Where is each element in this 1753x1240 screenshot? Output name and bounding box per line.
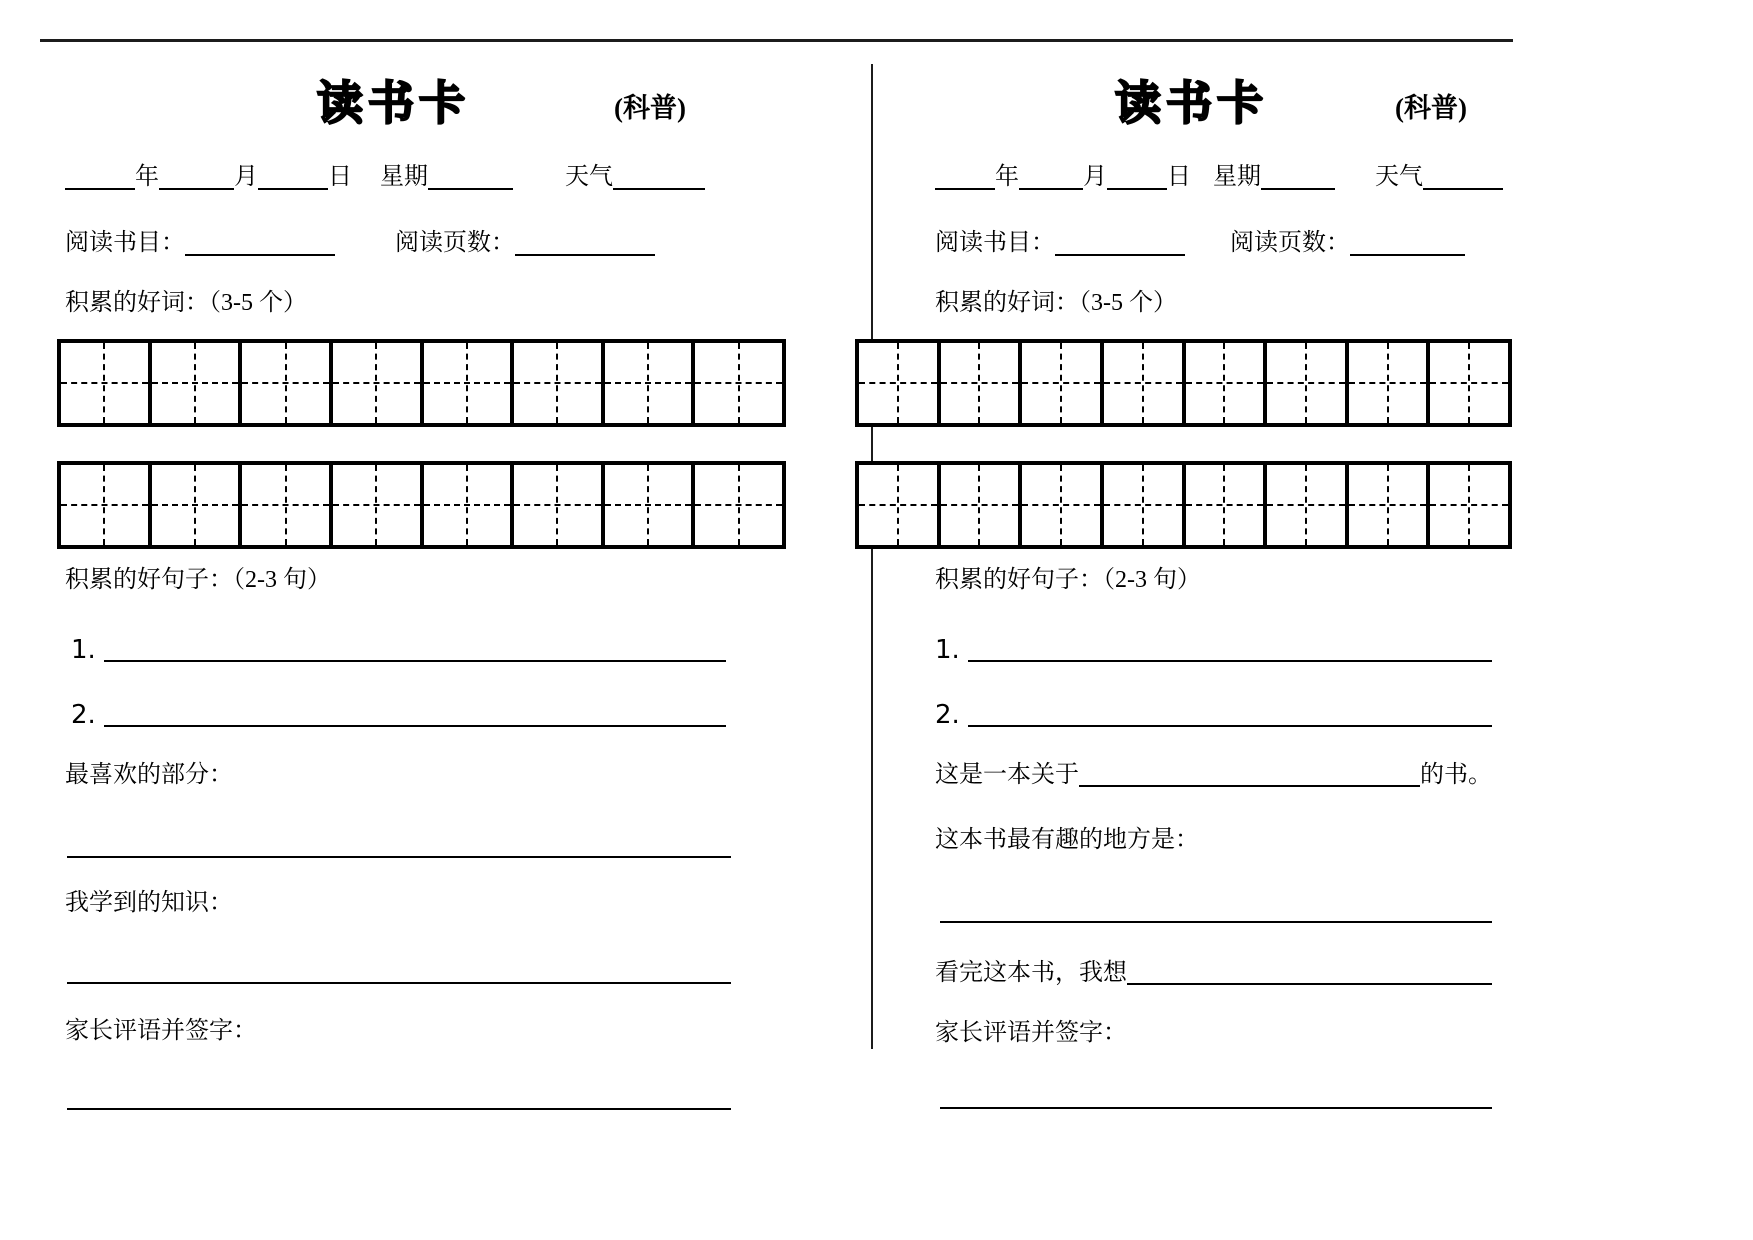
weekday-label: 星期	[1213, 164, 1261, 190]
character-grid-cell	[57, 461, 152, 549]
month-blank	[159, 158, 234, 190]
character-grid-cell	[510, 461, 605, 549]
character-grid-cell	[1018, 461, 1104, 549]
character-grid-cell	[1426, 461, 1512, 549]
year-blank	[935, 158, 995, 190]
about-book-line	[855, 758, 1512, 792]
character-grid-cell	[937, 461, 1023, 549]
weekday-blank	[428, 158, 513, 190]
card-header	[855, 76, 1512, 132]
character-grid-cell	[1263, 339, 1349, 427]
item-number: 1.	[935, 635, 960, 665]
book-title-blank	[185, 224, 335, 256]
item-number: 2.	[935, 700, 960, 730]
character-grid-cell	[601, 339, 696, 427]
character-grid-cell	[1182, 461, 1268, 549]
favorite-part-label: 最喜欢的部分：	[65, 762, 233, 788]
sentence-blank	[968, 658, 1492, 662]
month-label: 月	[1083, 164, 1107, 190]
sentence-blank	[104, 658, 726, 662]
sentence-blank	[968, 723, 1492, 727]
character-grid-cell	[1182, 339, 1268, 427]
character-grid-cell	[1100, 461, 1186, 549]
weather-blank	[613, 158, 705, 190]
month-label: 月	[234, 164, 258, 190]
character-grid-cell	[1345, 339, 1431, 427]
character-grid-cell	[1263, 461, 1349, 549]
character-grid-cell	[420, 461, 515, 549]
pages-label: 阅读页数：	[1230, 230, 1350, 256]
day-blank	[1107, 158, 1167, 190]
character-grid-cell	[1345, 461, 1431, 549]
character-grid-cell	[329, 461, 424, 549]
top-divider-line	[40, 39, 1513, 42]
card-header	[57, 76, 786, 132]
sentence-line-1	[855, 633, 1512, 667]
writing-line	[940, 1107, 1492, 1109]
character-grid-cell	[691, 461, 786, 549]
character-grid-cell	[855, 339, 941, 427]
reading-card-right	[855, 60, 1512, 1109]
character-grid-cell	[329, 339, 424, 427]
parent-comment-label: 家长评语并签字：	[65, 1018, 257, 1044]
day-label: 日	[1167, 164, 1191, 190]
wish-prefix: 看完这本书，我想	[935, 960, 1127, 986]
year-blank	[65, 158, 135, 190]
writing-line	[67, 1108, 731, 1110]
reading-card-left	[57, 60, 786, 1110]
learned-knowledge-label: 我学到的知识：	[65, 890, 233, 916]
pages-label: 阅读页数：	[395, 230, 515, 256]
sentence-line-1	[57, 633, 786, 667]
good-sentences-label: 积累的好句子：（2-3 句）	[65, 567, 331, 593]
card-title: 读书卡	[1115, 76, 1268, 130]
card-subtitle: (科普)	[1395, 93, 1467, 123]
item-number: 2.	[71, 700, 96, 730]
item-number: 1.	[71, 635, 96, 665]
character-grid-cell	[57, 339, 152, 427]
good-words-label: 积累的好词：（3-5 个）	[935, 290, 1177, 316]
year-label: 年	[135, 164, 159, 190]
pages-blank	[1350, 224, 1465, 256]
character-grid-cell	[420, 339, 515, 427]
character-grid-cell	[1426, 339, 1512, 427]
writing-line	[67, 982, 731, 984]
day-blank	[258, 158, 328, 190]
character-grid-cell	[855, 461, 941, 549]
character-grid-cell	[691, 339, 786, 427]
good-sentences-label: 积累的好句子：（2-3 句）	[935, 567, 1201, 593]
sentence-line-2	[855, 698, 1512, 732]
year-label: 年	[995, 164, 1019, 190]
sentence-line-2	[57, 698, 786, 732]
writing-line	[940, 921, 1492, 923]
pages-blank	[515, 224, 655, 256]
parent-comment-label: 家长评语并签字：	[935, 1020, 1127, 1046]
weather-blank	[1423, 158, 1503, 190]
character-grid-row-1	[57, 339, 786, 427]
character-grid-cell	[238, 339, 333, 427]
book-info-line	[855, 224, 1512, 260]
month-blank	[1019, 158, 1083, 190]
weather-label: 天气	[565, 164, 613, 190]
character-grid-cell	[937, 339, 1023, 427]
about-blank	[1079, 783, 1420, 787]
character-grid-cell	[238, 461, 333, 549]
card-subtitle: (科普)	[614, 93, 686, 123]
about-prefix: 这是一本关于	[935, 762, 1079, 788]
weather-label: 天气	[1375, 164, 1423, 190]
character-grid-cell	[148, 339, 243, 427]
character-grid-cell	[601, 461, 696, 549]
card-title: 读书卡	[317, 76, 470, 130]
weekday-blank	[1261, 158, 1335, 190]
after-reading-line	[855, 956, 1512, 990]
character-grid-row-2	[855, 461, 1512, 549]
character-grid-cell	[1100, 339, 1186, 427]
character-grid-cell	[510, 339, 605, 427]
character-grid-cell	[1018, 339, 1104, 427]
character-grid-cell	[148, 461, 243, 549]
character-grid-row-2	[57, 461, 786, 549]
book-title-label: 阅读书目：	[935, 230, 1055, 256]
book-title-blank	[1055, 224, 1185, 256]
fun-part-label: 这本书最有趣的地方是：	[935, 827, 1199, 853]
about-suffix: 的书。	[1420, 762, 1492, 788]
writing-line	[67, 856, 731, 858]
date-line	[855, 158, 1512, 194]
weekday-label: 星期	[380, 164, 428, 190]
sentence-blank	[104, 723, 726, 727]
book-title-label: 阅读书目：	[65, 230, 185, 256]
wish-blank	[1127, 981, 1492, 985]
character-grid-row-1	[855, 339, 1512, 427]
book-info-line	[57, 224, 786, 260]
good-words-label: 积累的好词：（3-5 个）	[65, 290, 307, 316]
day-label: 日	[328, 164, 352, 190]
date-line	[57, 158, 786, 194]
